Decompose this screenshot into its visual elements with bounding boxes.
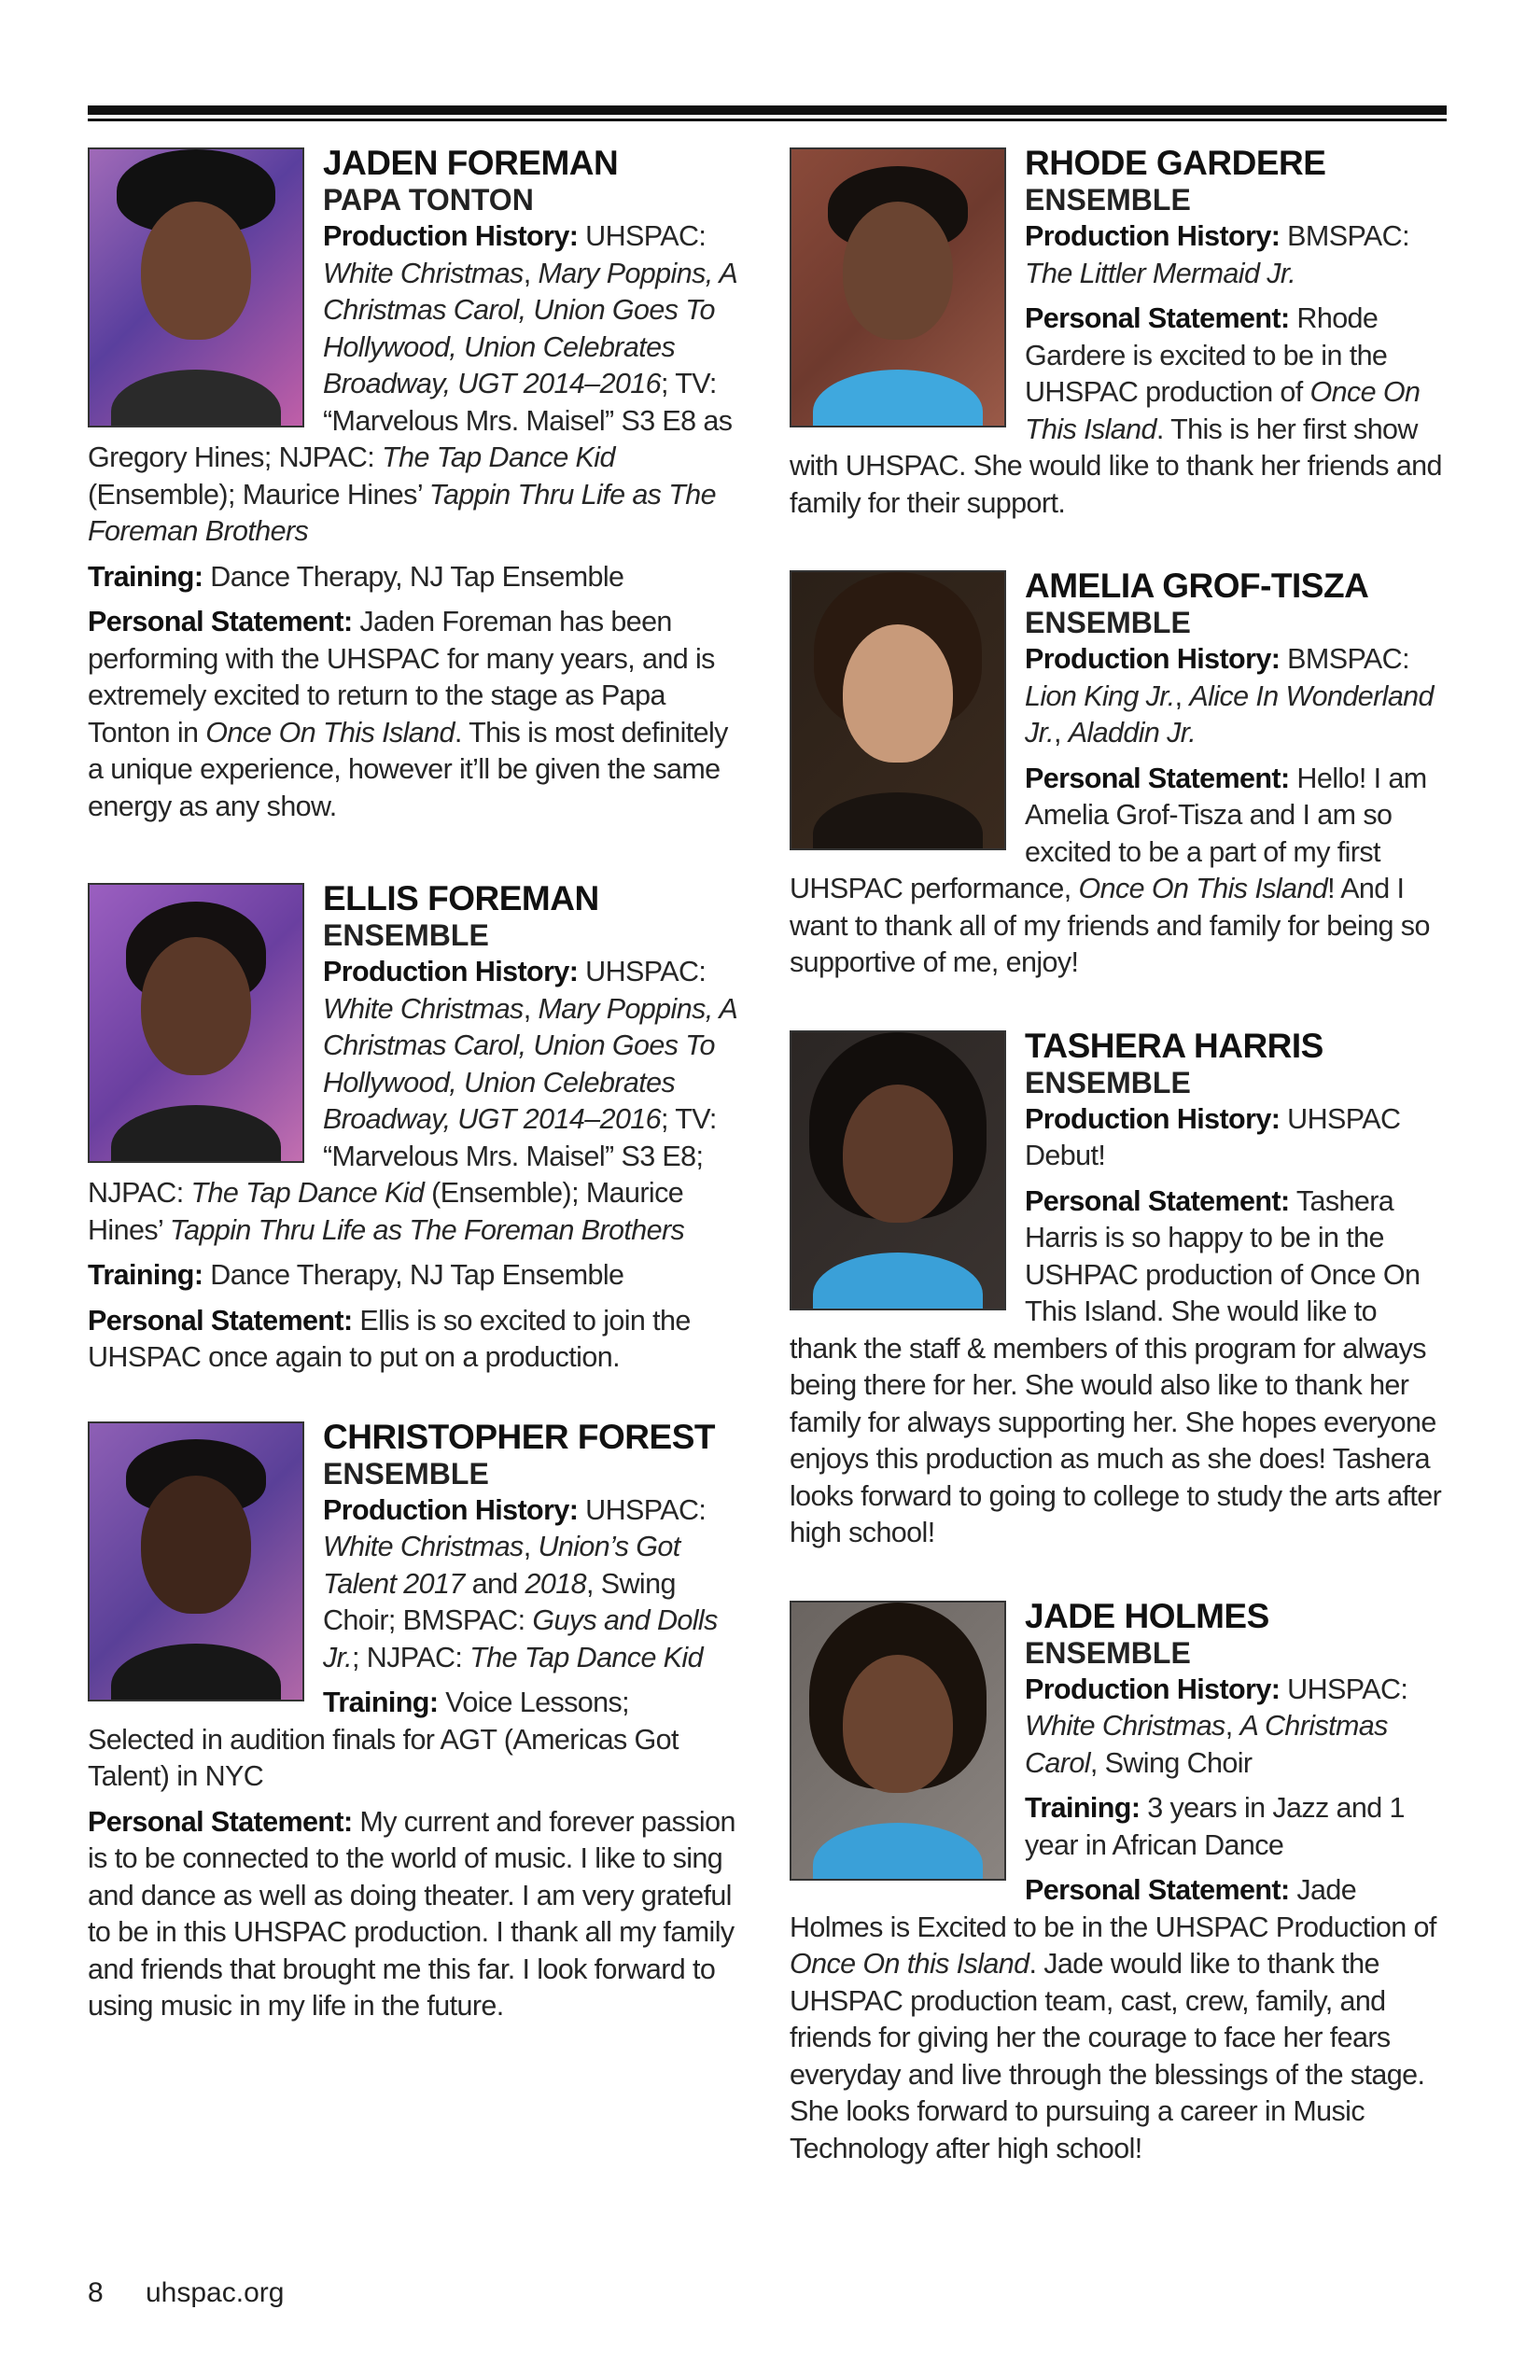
training: Training: Voice Lessons; Selected in audition finals for AGT (Americas Got Talent) in NYC [88, 1687, 679, 1792]
performer-name: RHODE GARDERE [1025, 145, 1326, 182]
headshot-amelia-grof-tisza [790, 570, 1006, 850]
right-column [790, 145, 1443, 2176]
personal-statement: Personal Statement: Rhode Gardere is excited to be in the UHSPAC production of Once On This Island. This is her first show with UHSPAC. She would like to thank her friends and family for their support. [790, 302, 1442, 519]
personal-statement: Personal Statement: Jade Holmes is Excited to be in the UHSPAC Production of Once On this Island. Jade would like to thank the UHSPAC production team, cast, crew, family, and friends for giving her the courage to face her fears everyday and live through the blessings of the stage. She looks forward to pursuing a career in Music Technology after high school! [790, 1874, 1436, 2164]
production-history: Production History: UHSPAC Debut! [1025, 1102, 1401, 1171]
bio-jaden-foreman [88, 145, 741, 833]
bio-tashera-harris [790, 1028, 1443, 1561]
bio-christopher-forest [88, 1419, 741, 2034]
header-rule-thick [88, 105, 1447, 115]
performer-role: ENSEMBLE [1025, 606, 1191, 639]
page-number: 8 [88, 2277, 104, 2308]
production-history: Production History: UHSPAC: White Christmas, Mary Poppins, A Christmas Carol, Union Goes To Hollywood, Union Celebrates Broadway, UGT 2014–2016; TV: “Marvelous Mrs. Maisel” S3 E8 as Gregory Hines; NJPAC: The Tap Dance Kid (Ensemble); Maurice Hines’ Tappin Thru Life as The Foreman Brothers [88, 220, 736, 547]
bio-ellis-foreman [88, 880, 741, 1385]
performer-name: TASHERA HARRIS [1025, 1027, 1323, 1065]
performer-role: PAPA TONTON [323, 183, 534, 217]
header-rule-thin [88, 119, 1447, 121]
production-history: Production History: UHSPAC: White Christmas, Union’s Got Talent 2017 and 2018, Swing Choir; BMSPAC: Guys and Dolls Jr.; NJPAC: The Tap Dance Kid [323, 1493, 718, 1673]
performer-name: JADEN FOREMAN [323, 145, 619, 182]
personal-statement: Personal Statement: My current and forever passion is to be connected to the world of music. I like to sing and dance as well as doing theater. I am very grateful to be in this UHSPAC production. I thank all my family and friends that brought me this far. I look forward to using music in my life in the future. [88, 1805, 735, 2022]
performer-role: ENSEMBLE [1025, 183, 1191, 217]
performer-name: JADE HOLMES [1025, 1597, 1269, 1635]
personal-statement: Personal Statement: Hello! I am Amelia Grof-Tisza and I am so excited to be a part of my first UHSPAC performance, Once On This Island! And I want to thank all of my friends and family for being so supportive of me, enjoy! [790, 762, 1430, 978]
performer-name: AMELIA GROF-TISZA [1025, 567, 1369, 605]
bio-rhode-gardere [790, 145, 1443, 530]
personal-statement: Personal Statement: Jaden Foreman has been performing with the UHSPAC for many years, and is extremely excited to return to the stage as Papa Tonton in Once On This Island. This is most definitely a unique experience, however it’ll be given the same energy as any show. [88, 606, 728, 822]
headshot-jade-holmes [790, 1601, 1006, 1881]
production-history: Production History: BMSPAC: The Littler Mermaid Jr. [1025, 220, 1409, 289]
production-history: Production History: BMSPAC: Lion King Jr., Alice In Wonderland Jr., Aladdin Jr. [1025, 643, 1434, 749]
page-footer [88, 2277, 284, 2309]
performer-role: ENSEMBLE [1025, 1635, 1191, 1670]
bio-jade-holmes [790, 1598, 1443, 2177]
headshot-rhode-gardere [790, 147, 1006, 427]
personal-statement: Personal Statement: Ellis is so excited to join the UHSPAC once again to put on a production. [88, 1304, 691, 1373]
performer-role: ENSEMBLE [1025, 1065, 1191, 1099]
bio-amelia-grof-tisza [790, 567, 1443, 990]
production-history: Production History: UHSPAC: White Christmas, Mary Poppins, A Christmas Carol, Union Goes To Hollywood, Union Celebrates Broadway, UGT 2014–2016; TV: “Marvelous Mrs. Maisel” S3 E8; NJPAC: The Tap Dance Kid (Ensemble); Maurice Hines’ Tappin Thru Life as The Foreman Brothers [88, 956, 736, 1246]
headshot-tashera-harris [790, 1030, 1006, 1310]
headshot-ellis-foreman [88, 883, 304, 1163]
training: Training: 3 years in Jazz and 1 year in African Dance [1025, 1792, 1405, 1861]
production-history: Production History: UHSPAC: White Christmas, A Christmas Carol, Swing Choir [1025, 1673, 1408, 1779]
personal-statement: Personal Statement: Tashera Harris is so happy to be in the USHPAC production of Once On This Island. She would like to thank the staff & members of this program for always being there for her. She would also like to thank her family for always supporting her. She hopes everyone enjoys this production as much as she does! Tashera looks forward to going to college to study the arts after high school! [790, 1184, 1442, 1548]
training: Training: Dance Therapy, NJ Tap Ensemble [88, 1259, 624, 1291]
performer-role: ENSEMBLE [323, 918, 489, 952]
training: Training: Dance Therapy, NJ Tap Ensemble [88, 560, 624, 593]
footer-site-link[interactable]: uhspac.org [146, 2277, 285, 2308]
left-column [88, 145, 741, 2034]
performer-name: ELLIS FOREMAN [323, 880, 599, 917]
headshot-jaden-foreman [88, 147, 304, 427]
performer-name: CHRISTOPHER FOREST [323, 1418, 715, 1456]
headshot-christopher-forest [88, 1421, 304, 1701]
performer-role: ENSEMBLE [323, 1456, 489, 1491]
